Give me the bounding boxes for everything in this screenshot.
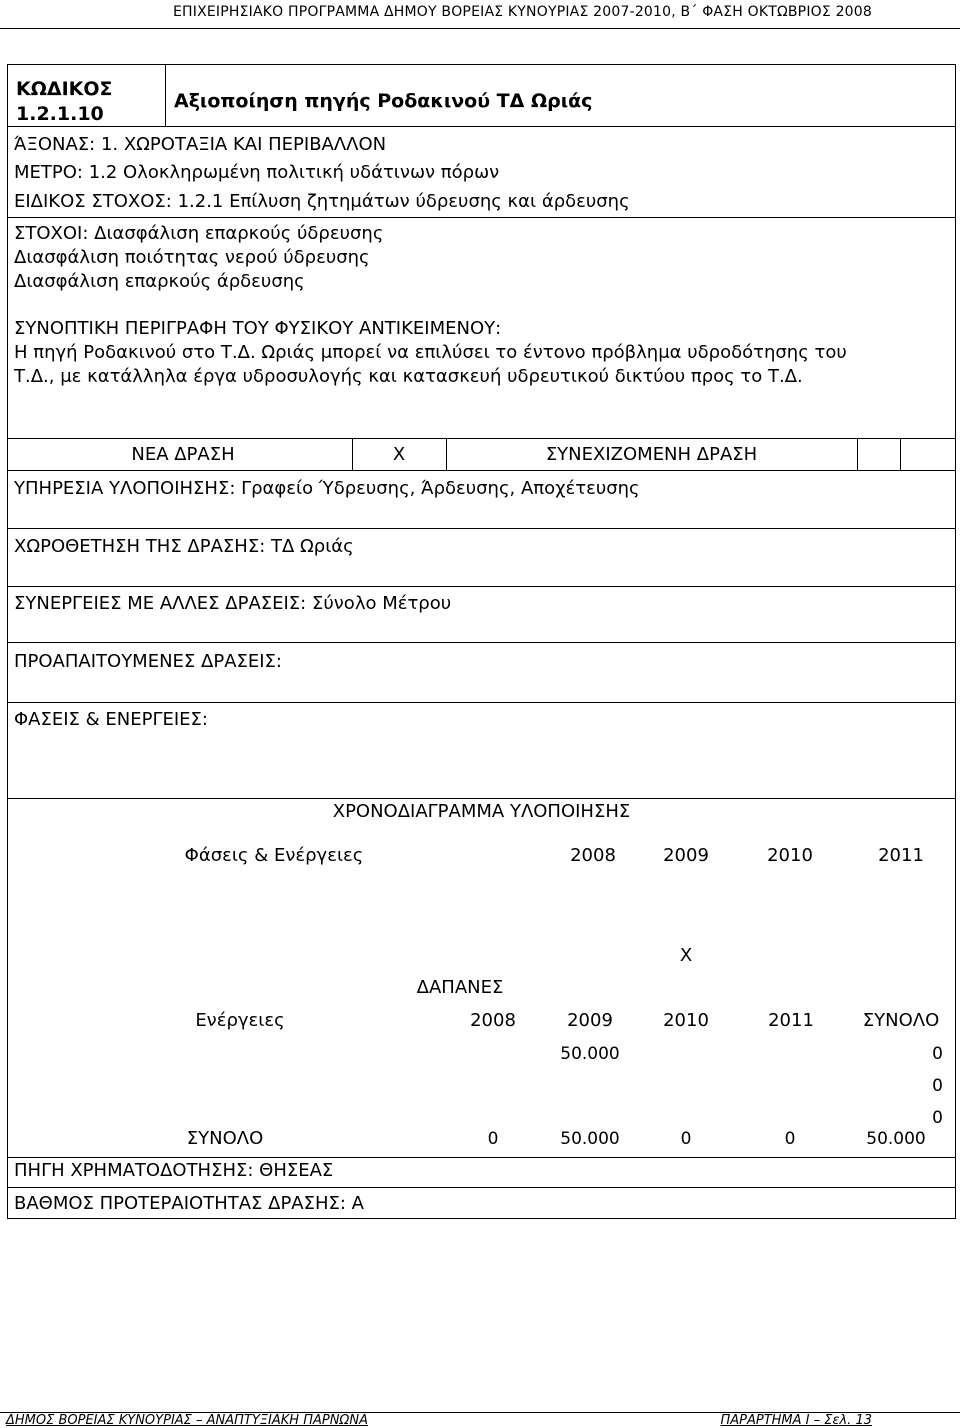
divider-code-title [165, 64, 166, 126]
costs-total-sum: 50.000 [866, 1129, 926, 1149]
continuing-action-label: ΣΥΝΕΧΙΖΟΜΕΝΗ ΔΡΑΣΗ [545, 444, 758, 465]
divider-location [7, 586, 956, 587]
divider-funding [7, 1187, 956, 1188]
costs-row-1-2009: 50.000 [560, 1044, 620, 1064]
costs-total-2009: 50.000 [560, 1129, 620, 1149]
goals-line-3: Διασφάλιση επαρκούς άρδευσης [14, 271, 305, 292]
service-text: ΥΠΗΡΕΣΙΑ ΥΛΟΠΟΙΗΣΗΣ: Γραφείο Ύδρευσης, Άρδευσης, Αποχέτευσης [14, 478, 640, 499]
priority-text: ΒΑΘΜΟΣ ΠΡΟΤΕΡΑΙΟΤΗΤΑΣ ΔΡΑΣΗΣ: Α [14, 1193, 364, 1214]
costs-header-2008: 2008 [470, 1010, 516, 1031]
goals-line-2: Διασφάλιση ποιότητας νερού ύδρευσης [14, 247, 370, 268]
divider-service [7, 528, 956, 529]
divider-description [7, 438, 956, 439]
new-action-mark: Χ [392, 444, 406, 465]
timeline-year-2008: 2008 [570, 845, 616, 866]
costs-row-1-total: 0 [932, 1044, 943, 1064]
divider-goal [7, 217, 956, 218]
page-header-text: ΕΠΙΧΕΙΡΗΣΙΑΚΟ ΠΡΟΓΡΑΜΜΑ ΔΗΜΟΥ ΒΟΡΕΙΑΣ ΚΥΝΟΥΡΙΑΣ 2007-2010, Β΄ ΦΑΣΗ ΟΚΤΩΒΡΙΟΣ 2008 [172, 4, 872, 20]
timeline-year-2011: 2011 [878, 845, 924, 866]
costs-header-total: ΣΥΝΟΛΟ [862, 1010, 940, 1031]
divider-phases [7, 798, 956, 799]
phases-text: ΦΑΣΕΙΣ & ΕΝΕΡΓΕΙΕΣ: [14, 709, 208, 730]
timeline-year-2010: 2010 [767, 845, 813, 866]
description-line-1: Η πηγή Ροδακινού στο Τ.Δ. Ωριάς μπορεί να επιλύσει το έντονο πρόβλημα υδροδότησης του [14, 342, 847, 363]
funding-text: ΠΗΓΗ ΧΡΗΜΑΤΟΔΟΤΗΣΗΣ: ΘΗΣΕΑΣ [14, 1160, 334, 1181]
divider-title [7, 126, 956, 127]
location-text: ΧΩΡΟΘΕΤΗΣΗ ΤΗΣ ΔΡΑΣΗΣ: ΤΔ Ωριάς [14, 536, 354, 557]
timeline-heading: ΧΡΟΝΟΔΙΑΓΡΑΜΜΑ ΥΛΟΠΟΙΗΣΗΣ [332, 801, 631, 822]
page-header [0, 0, 960, 28]
costs-total-2008: 0 [487, 1129, 499, 1149]
action-title: Αξιοποίηση πηγής Ροδακινού ΤΔ Ωριάς [174, 90, 593, 112]
timeline-mark-2009: Χ [679, 945, 693, 966]
synergies-text: ΣΥΝΕΡΓΕΙΕΣ ΜΕ ΑΛΛΕΣ ΔΡΑΣΕΙΣ: Σύνολο Μέτρου [14, 593, 452, 614]
code-value: 1.2.1.10 [16, 103, 104, 125]
specific-goal-text: ΕΙΔΙΚΟΣ ΣΤΟΧΟΣ: 1.2.1 Επίλυση ζητημάτων ύδρευσης και άρδευσης [14, 191, 630, 212]
new-action-label: ΝΕΑ ΔΡΑΣΗ [131, 444, 235, 465]
footer-right: ΠΑΡΑΡΤΗΜΑ Ι – Σελ. 13 [720, 1413, 872, 1428]
divider-costs [7, 1157, 956, 1158]
costs-header-2011: 2011 [768, 1010, 814, 1031]
costs-row-2-total: 0 [932, 1076, 943, 1096]
costs-row-3-total: 0 [932, 1108, 943, 1128]
description-line-2: Τ.Δ., με κατάλληλα έργα υδροσυλογής και κατασκευή υδρευτικού δικτύου προς το Τ.Δ. [14, 366, 803, 387]
timeline-col-label: Φάσεις & Ενέργειες [184, 845, 364, 866]
costs-total-2011: 0 [784, 1129, 796, 1149]
divider-prerequisites [7, 702, 956, 703]
divider-continuing-label [857, 438, 858, 470]
description-heading: ΣΥΝΟΠΤΙΚΗ ΠΕΡΙΓΡΑΦΗ ΤΟΥ ΦΥΣΙΚΟΥ ΑΝΤΙΚΕΙΜΕΝΟΥ: [14, 318, 502, 339]
costs-header-2010: 2010 [663, 1010, 709, 1031]
divider-action-type [7, 470, 956, 471]
costs-heading: ΔΑΠΑΝΕΣ [416, 977, 504, 998]
divider-continuing-mark [900, 438, 901, 470]
divider-synergies [7, 642, 956, 643]
footer-left: ΔΗΜΟΣ ΒΟΡΕΙΑΣ ΚΥΝΟΥΡΙΑΣ – ΑΝΑΠΤΥΞΙΑΚΗ ΠΑΡΝΩΝΑ [6, 1413, 368, 1428]
goals-line-1: ΣΤΟΧΟΙ: Διασφάλιση επαρκούς ύδρευσης [14, 223, 384, 244]
costs-header-2009: 2009 [567, 1010, 613, 1031]
costs-total-2010: 0 [680, 1129, 692, 1149]
code-label: ΚΩΔΙΚΟΣ [16, 78, 113, 100]
timeline-year-2009: 2009 [663, 845, 709, 866]
costs-total-label: ΣΥΝΟΛΟ [186, 1128, 264, 1149]
prerequisites-text: ΠΡΟΑΠΑΙΤΟΥΜΕΝΕΣ ΔΡΑΣΕΙΣ: [14, 651, 282, 672]
measure-text: ΜΕΤΡΟ: 1.2 Ολοκληρωμένη πολιτική υδάτινων πόρων [14, 162, 500, 183]
header-rule [0, 28, 960, 29]
axis-text: ΆΞΟΝΑΣ: 1. ΧΩΡΟΤΑΞΙΑ ΚΑΙ ΠΕΡΙΒΑΛΛΟΝ [14, 134, 387, 155]
costs-header-actions: Ενέργειες [195, 1010, 285, 1031]
